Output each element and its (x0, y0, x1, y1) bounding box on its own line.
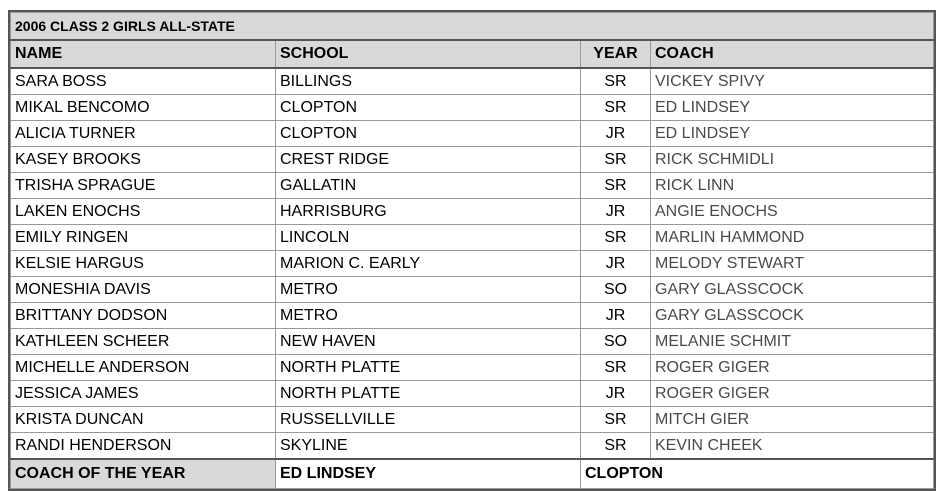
cell-name: EMILY RINGEN (11, 225, 276, 251)
cell-coach: MELANIE SCHMIT (651, 329, 934, 355)
coach-of-the-year-label: COACH OF THE YEAR (11, 459, 276, 489)
cell-school: NEW HAVEN (276, 329, 581, 355)
table-row (11, 303, 934, 329)
cell-name: BRITTANY DODSON (11, 303, 276, 329)
cell-name: MICHELLE ANDERSON (11, 355, 276, 381)
cell-year: JR (581, 121, 651, 147)
table-row (11, 329, 934, 355)
cell-year: SO (581, 277, 651, 303)
cell-coach: MITCH GIER (651, 407, 934, 433)
cell-name: RANDI HENDERSON (11, 433, 276, 460)
table-title: 2006 CLASS 2 GIRLS ALL-STATE (11, 13, 934, 41)
header-coach: COACH (651, 40, 934, 68)
coach-of-the-year-school: CLOPTON (581, 459, 934, 489)
cell-coach: RICK LINN (651, 173, 934, 199)
cell-name: KELSIE HARGUS (11, 251, 276, 277)
cell-year: SR (581, 433, 651, 460)
cell-coach: VICKEY SPIVY (651, 68, 934, 95)
table-title-row (11, 13, 934, 41)
cell-year: SR (581, 147, 651, 173)
cell-year: SR (581, 225, 651, 251)
table-row (11, 147, 934, 173)
cell-year: JR (581, 381, 651, 407)
coach-of-the-year-row (11, 459, 934, 489)
cell-school: NORTH PLATTE (276, 381, 581, 407)
header-name: NAME (11, 40, 276, 68)
cell-school: SKYLINE (276, 433, 581, 460)
table-row (11, 407, 934, 433)
cell-school: GALLATIN (276, 173, 581, 199)
cell-school: BILLINGS (276, 68, 581, 95)
cell-school: RUSSELLVILLE (276, 407, 581, 433)
cell-name: MONESHIA DAVIS (11, 277, 276, 303)
coach-of-the-year-name: ED LINDSEY (276, 459, 581, 489)
cell-year: JR (581, 303, 651, 329)
cell-coach: GARY GLASSCOCK (651, 277, 934, 303)
cell-year: SR (581, 407, 651, 433)
cell-coach: ED LINDSEY (651, 121, 934, 147)
cell-year: SR (581, 95, 651, 121)
cell-school: MARION C. EARLY (276, 251, 581, 277)
cell-name: LAKEN ENOCHS (11, 199, 276, 225)
cell-name: JESSICA JAMES (11, 381, 276, 407)
cell-year: SR (581, 173, 651, 199)
cell-coach: ANGIE ENOCHS (651, 199, 934, 225)
table-row (11, 95, 934, 121)
cell-school: CLOPTON (276, 95, 581, 121)
cell-school: METRO (276, 303, 581, 329)
header-school: SCHOOL (276, 40, 581, 68)
cell-coach: RICK SCHMIDLI (651, 147, 934, 173)
cell-school: METRO (276, 277, 581, 303)
table-row (11, 433, 934, 460)
cell-name: KASEY BROOKS (11, 147, 276, 173)
cell-year: JR (581, 199, 651, 225)
table-row (11, 225, 934, 251)
cell-coach: KEVIN CHEEK (651, 433, 934, 460)
cell-coach: GARY GLASSCOCK (651, 303, 934, 329)
cell-year: SR (581, 355, 651, 381)
table-row (11, 173, 934, 199)
cell-year: SO (581, 329, 651, 355)
cell-school: CREST RIDGE (276, 147, 581, 173)
table-row (11, 199, 934, 225)
table-row (11, 68, 934, 95)
cell-coach: MARLIN HAMMOND (651, 225, 934, 251)
cell-name: KATHLEEN SCHEER (11, 329, 276, 355)
table-row (11, 381, 934, 407)
cell-school: LINCOLN (276, 225, 581, 251)
cell-coach: ROGER GIGER (651, 381, 934, 407)
cell-year: JR (581, 251, 651, 277)
table-row (11, 251, 934, 277)
table-row (11, 121, 934, 147)
cell-year: SR (581, 68, 651, 95)
cell-name: ALICIA TURNER (11, 121, 276, 147)
table-row (11, 277, 934, 303)
all-state-table (10, 12, 934, 489)
cell-name: TRISHA SPRAGUE (11, 173, 276, 199)
header-year: YEAR (581, 40, 651, 68)
cell-coach: ED LINDSEY (651, 95, 934, 121)
cell-school: HARRISBURG (276, 199, 581, 225)
cell-school: CLOPTON (276, 121, 581, 147)
table-row (11, 355, 934, 381)
cell-name: MIKAL BENCOMO (11, 95, 276, 121)
column-header-row (11, 40, 934, 68)
cell-coach: MELODY STEWART (651, 251, 934, 277)
cell-name: SARA BOSS (11, 68, 276, 95)
cell-school: NORTH PLATTE (276, 355, 581, 381)
cell-coach: ROGER GIGER (651, 355, 934, 381)
cell-name: KRISTA DUNCAN (11, 407, 276, 433)
all-state-table-container (8, 10, 936, 491)
